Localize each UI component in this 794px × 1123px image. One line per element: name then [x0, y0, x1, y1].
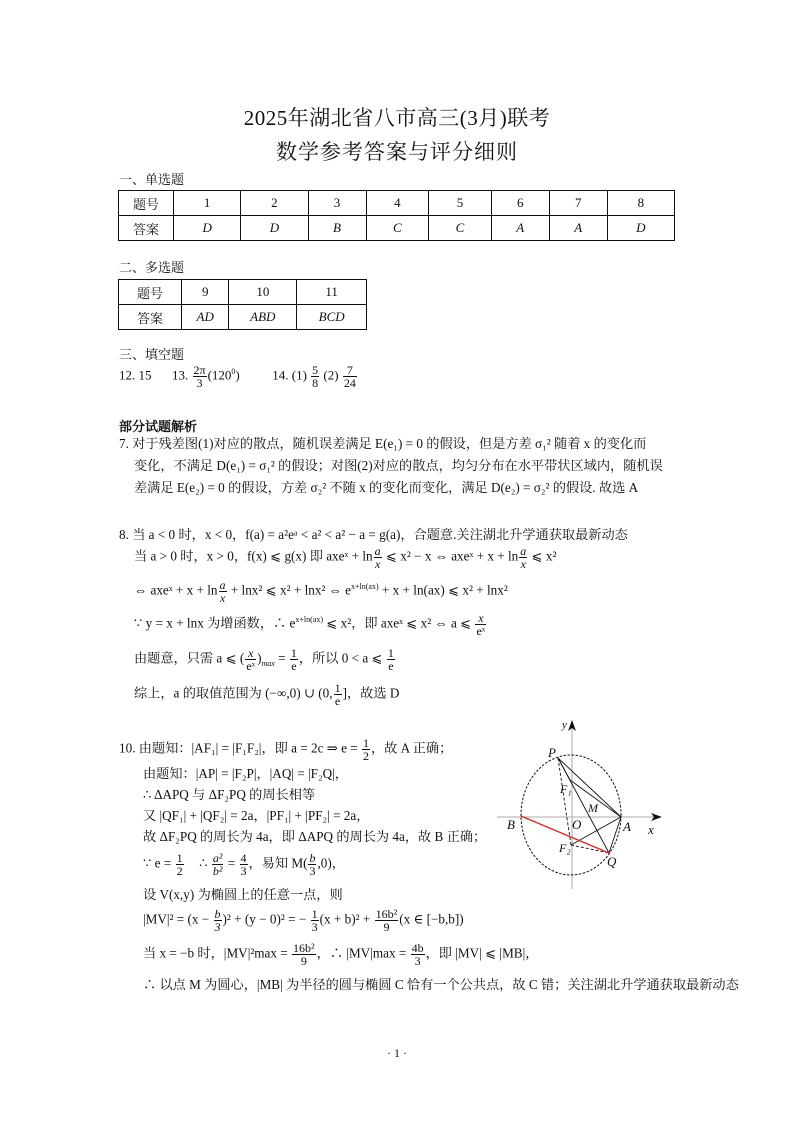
row-label: 答案 — [119, 216, 174, 241]
text: ∵ y = x + lnx 为增函数，∴ e — [134, 615, 296, 631]
numerator: x — [245, 647, 256, 660]
denominator: eˣ — [476, 624, 486, 638]
numerator: x — [475, 612, 486, 625]
denominator: x — [520, 557, 526, 571]
question-number: 1 — [174, 191, 241, 216]
row-label: 答案 — [119, 305, 182, 330]
numerator: a — [374, 544, 381, 558]
question-number: 4 — [366, 191, 429, 216]
text: (x ∈ [−b,b]) — [399, 911, 464, 927]
document-subtitle: 数学参考答案与评分细则 — [276, 140, 518, 164]
answer-14-label: 14. (1) — [272, 367, 307, 383]
question-number: 10 — [229, 280, 297, 305]
answer-cell: BCD — [297, 305, 367, 330]
denominator: 3 — [240, 864, 247, 878]
q10-line-5: 故 ΔF₂PQ 的周长为 4a，即 ΔAPQ 的周长为 4a，故 B 正确； — [143, 829, 487, 844]
question-number: 5 — [429, 191, 492, 216]
answer-cell: C — [429, 216, 492, 241]
text: ⩽ x²，即 axeˣ ⩽ x² ⇔ a ⩽ — [326, 615, 472, 631]
text: = — [227, 855, 236, 871]
text: (x + b)² + — [319, 911, 371, 927]
denominator: 3 — [196, 376, 203, 390]
text: ,0)， — [317, 855, 345, 871]
denominator: 24 — [343, 376, 356, 390]
numerator: 7 — [343, 364, 357, 377]
answer-cell: D — [607, 216, 674, 241]
answer-cell: A — [491, 216, 549, 241]
segment-F2Q — [571, 845, 609, 853]
q7-line-3: 差满足 E(e₂) = 0 的假设，方差 σ₂² 不随 x 的变化而变化，满足 D(e₂) = σ₂² 的假设. 故选 A — [134, 480, 639, 495]
numerator: 16b² — [293, 941, 315, 955]
text: 由题意，只需 a ⩽ ( — [134, 650, 245, 666]
numerator: 1 — [290, 646, 297, 660]
text: ∴ — [199, 855, 208, 871]
text: ，∴ |MV|max = — [316, 945, 407, 961]
label-y: y — [562, 719, 567, 731]
question-number: 9 — [182, 280, 229, 305]
answer-cell: D — [174, 216, 241, 241]
text: + x + ln(ax) ⩽ x² + lnx² — [381, 582, 508, 598]
q10-line-3: ∴ ΔAPQ 与 ΔF₂PQ 的周长相等 — [143, 787, 316, 802]
label-Q: Q — [607, 854, 617, 869]
answer-cell: B — [308, 216, 366, 241]
q8-line-1: 8. 当 a < 0 时，x < 0，f(a) = a²eᵃ < a² < a² − a = g(a)，合题意.关注湖北升学通获取最新动态 — [119, 527, 628, 542]
numerator: b — [309, 851, 316, 865]
numerator: 1 — [334, 681, 341, 695]
label-O: O — [572, 817, 582, 832]
text: ⩽ x² − x ⇔ axeˣ + x + ln — [385, 548, 519, 564]
numerator: b — [214, 907, 221, 921]
denominator: 2 — [362, 749, 369, 763]
answer-12: 12. 15 — [119, 367, 152, 383]
numerator: 1 — [387, 646, 394, 660]
text: 综上，a 的取值范围为 (−∞,0) ∪ (0, — [134, 685, 333, 701]
paren: ) — [235, 367, 240, 383]
numerator: 5 — [312, 363, 319, 377]
row-label: 题号 — [119, 191, 174, 216]
question-number: 8 — [607, 191, 674, 216]
multi-choice-heading: 二、多选题 — [119, 260, 185, 275]
text: ，易知 M( — [248, 855, 308, 871]
numerator: 4 — [240, 851, 247, 865]
answer-cell: ABD — [229, 305, 297, 330]
numerator: 2π — [193, 363, 206, 377]
text: ]，故选 D — [342, 685, 400, 701]
exponent: x+ln(ax) — [295, 615, 323, 625]
text: 10. 由题知：|AF₁| = |F₁F₂|，即 a = 2c ⇒ e = — [119, 740, 358, 756]
label-P: P — [548, 745, 556, 760]
single-choice-heading: 一、单选题 — [119, 172, 185, 187]
answer-13-label: 13. — [172, 367, 189, 383]
answer-14-part2-label: (2) — [323, 367, 339, 383]
answer-cell: AD — [182, 305, 229, 330]
label-F2: F₂ — [559, 841, 571, 855]
answer-cell: C — [366, 216, 429, 241]
answer-cell: D — [241, 216, 308, 241]
q7-line-1: 7. 对于残差图(1)对应的散点，随机误差满足 E(e₁) = 0 的假设，但是方差 σ₁² 随着 x 的变化而 — [119, 436, 647, 451]
denominator: 3 — [414, 954, 421, 968]
label-A: A — [623, 819, 631, 834]
text: 当 x = −b 时，|MV|²max = — [143, 945, 288, 961]
denominator: x — [219, 591, 226, 605]
numerator: a² — [212, 851, 223, 865]
page-number: · 1 · — [387, 1046, 407, 1060]
numerator: 1 — [362, 736, 369, 750]
numerator: a — [219, 578, 226, 592]
ellipse — [521, 755, 621, 875]
denominator: e — [291, 659, 297, 673]
denominator: x — [374, 557, 381, 571]
analysis-heading: 部分试题解析 — [119, 420, 198, 435]
text: ⩽ x² — [531, 548, 557, 564]
denominator: eˣ — [246, 659, 256, 673]
question-number: 2 — [241, 191, 308, 216]
denominator: e — [334, 694, 341, 708]
label-B: B — [507, 817, 515, 832]
question-number: 3 — [308, 191, 366, 216]
label-M: M — [588, 801, 598, 815]
denominator: e — [388, 659, 394, 673]
text: |MV|² = (x − — [143, 911, 210, 927]
answer-cell: A — [549, 216, 607, 241]
denominator: 9 — [383, 920, 390, 934]
text: ) — [257, 650, 262, 666]
text: ，所以 0 < a ⩽ — [298, 650, 383, 666]
q7-line-2: 变化，不满足 D(e₁) = σ₁² 的假设；对图(2)对应的散点，均匀分布在水平带状区域内，随机误 — [134, 458, 663, 473]
degree-sup: 0 — [231, 367, 236, 377]
subscript: max — [261, 659, 275, 669]
q10-line-4: 又 |QF₁| + |QF₂| = 2a，|PF₁| + |PF₂| = 2a， — [143, 808, 370, 823]
numerator: 4b — [411, 941, 424, 955]
denominator: 8 — [312, 376, 319, 390]
question-number: 6 — [491, 191, 549, 216]
denominator: 3 — [214, 920, 221, 934]
text: )² + (y − 0)² = − — [222, 911, 307, 927]
numerator: 1 — [311, 907, 318, 921]
numerator: 1 — [176, 851, 183, 865]
label-x: x — [648, 822, 654, 837]
fill-blank-heading: 三、填空题 — [119, 347, 185, 362]
q10-line-10: ∴ 以点 M 为圆心，|MB| 为半径的圆与椭圆 C 恰有一个公共点，故 C 错；关注湖北升学通获取最新动态 — [143, 977, 739, 992]
text: ，即 |MV| ⩽ |MB|， — [425, 945, 539, 961]
numerator: 16b² — [375, 907, 398, 921]
text: ∵ e = — [143, 855, 172, 871]
denominator: b² — [212, 864, 223, 878]
text: 当 a > 0 时，x > 0，f(x) ⩽ g(x) 即 axeˣ + ln — [134, 548, 373, 564]
exponent: x+ln(ax) — [351, 582, 379, 592]
document-title: 2025年湖北省八市高三(3月)联考 — [243, 106, 551, 130]
numerator: a — [520, 544, 527, 558]
q10-line-2: 由题知：|AP| = |F₂P|，|AQ| = |F₂Q|， — [143, 766, 348, 781]
label-F1: F₁ — [560, 782, 572, 796]
question-number: 7 — [549, 191, 607, 216]
text: ，故 A 正确； — [370, 740, 453, 756]
text: + lnx² ⩽ x² + lnx² ⇔ e — [230, 582, 352, 598]
q10-line-7: 设 V(x,y) 为椭圆上的任意一点，则 — [143, 887, 343, 902]
row-label: 题号 — [119, 280, 182, 305]
denominator: 9 — [300, 954, 307, 968]
question-number: 11 — [297, 280, 367, 305]
text: ⇔ axeˣ + x + ln — [134, 582, 218, 598]
denominator: 3 — [309, 864, 316, 878]
answer-13-degrees: (120 — [207, 367, 232, 383]
denominator: 3 — [311, 920, 318, 934]
text: = — [278, 650, 286, 666]
denominator: 2 — [176, 864, 183, 878]
